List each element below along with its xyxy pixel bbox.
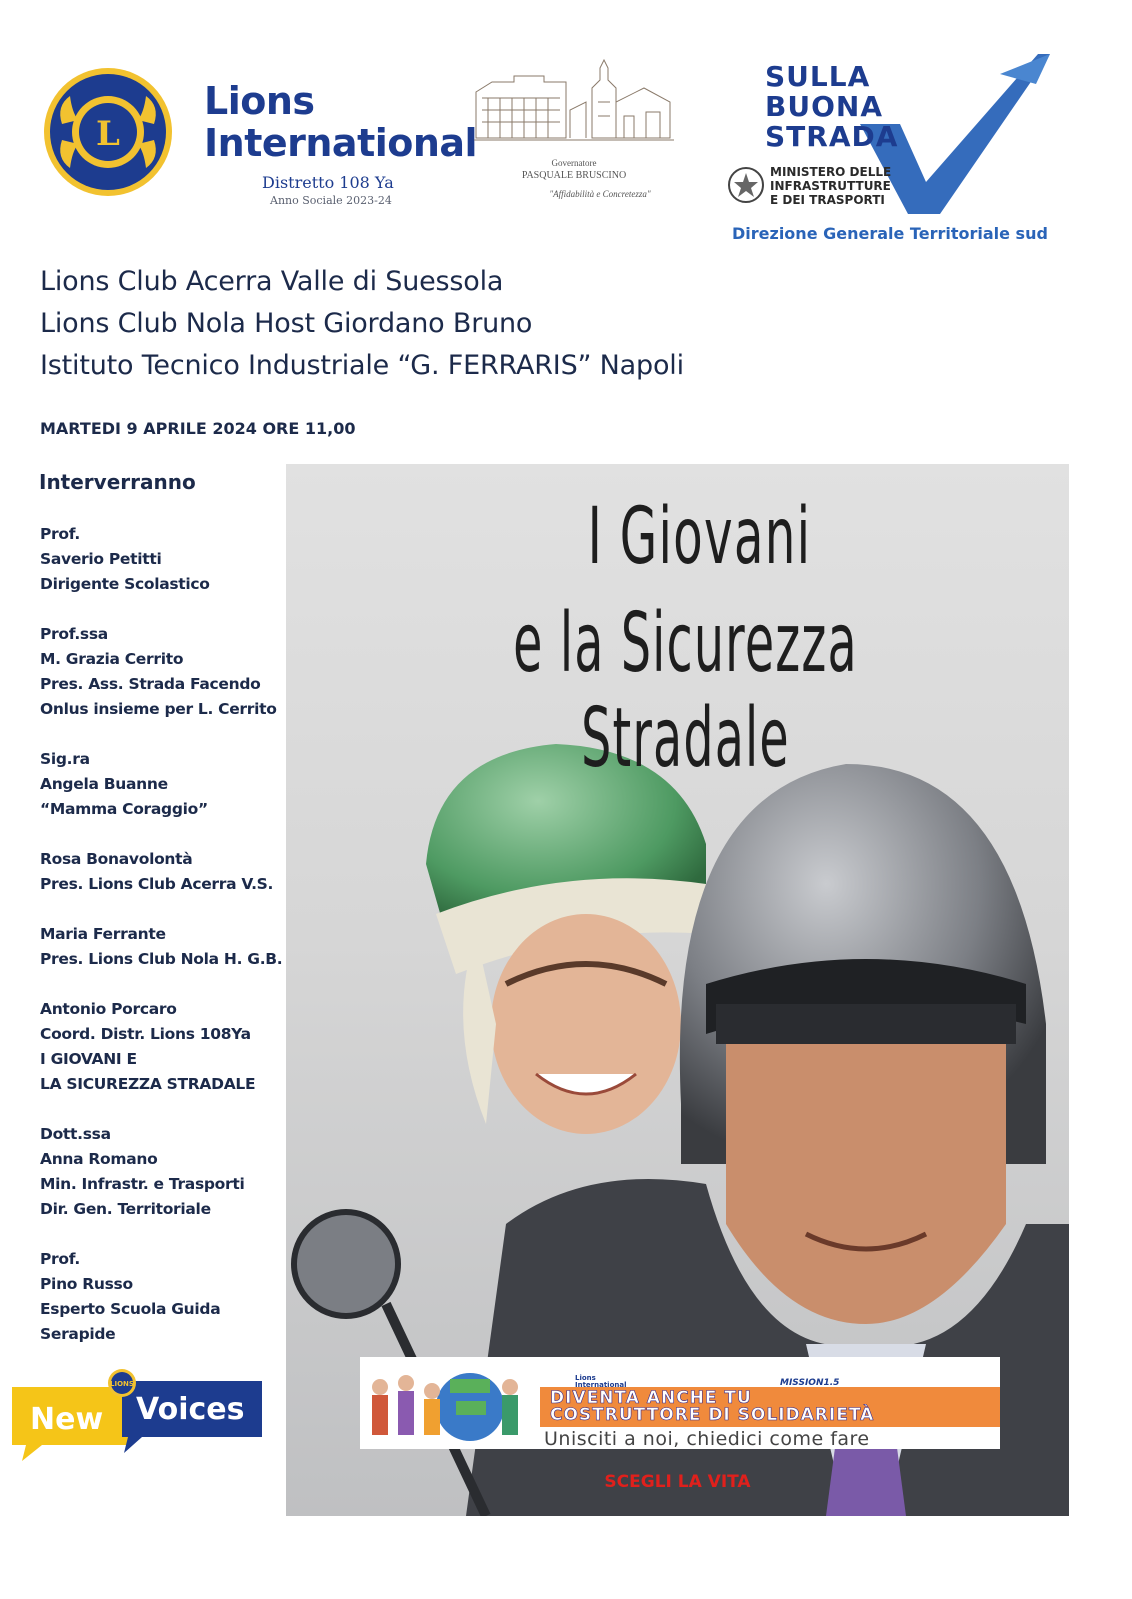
speaker-line: Serapide (40, 1325, 116, 1343)
ministry-line-3: E DEI TRASPORTI (770, 193, 885, 207)
banner-lions-word-2: International (575, 1381, 627, 1389)
speakers-title: Interverranno (39, 470, 196, 494)
poster-image (286, 464, 1069, 1516)
speaker-rosa-bonavolonta (40, 847, 285, 897)
campaign-line-2: BUONA (765, 90, 883, 123)
campaign-line-3: STRADA (765, 120, 899, 153)
governor-name: PASQUALE BRUSCINO (521, 170, 627, 181)
speaker-line: Dott.ssa (40, 1125, 111, 1143)
speaker-pino-russo (40, 1247, 285, 1347)
ministry-line-1: MINISTERO DELLE (770, 165, 892, 179)
speaker-line: Esperto Scuola Guida (40, 1300, 221, 1318)
banner-line-1: DIVENTA ANCHE TU (550, 1388, 752, 1408)
speaker-line: “Mamma Coraggio” (40, 800, 208, 818)
speaker-line: Sig.ra (40, 750, 90, 768)
new-voices-emblem-text: LIONS (110, 1380, 134, 1388)
speakers-list (40, 522, 285, 1372)
banner-mission-logo: MISSION1.5 (780, 1378, 840, 1388)
banner-line-3: Unisciti a noi, chiedici come fare (544, 1428, 870, 1450)
lions-international-emblem-icon (42, 66, 174, 198)
speaker-antonio-porcaro (40, 997, 285, 1097)
speaker-maria-ferrante (40, 922, 285, 972)
campaign-line-1: SULLA (765, 60, 871, 93)
speaker-line: Prof. (40, 525, 80, 543)
ministero-infrastrutture-logo (770, 165, 891, 207)
speaker-line: Pino Russo (40, 1275, 133, 1293)
speaker-line: Maria Ferrante (40, 925, 166, 943)
governor-motto: "Affidabilità e Concretezza" (549, 189, 651, 199)
speaker-line: Coord. Distr. Lions 108Ya (40, 1025, 251, 1043)
speaker-saverio-petitti (40, 522, 285, 597)
governor-buildings-drawing-icon (474, 58, 674, 148)
svg-text:L: L (96, 114, 120, 154)
lions-word: Lions (204, 79, 315, 123)
lions-anno-sociale: Anno Sociale 2023-24 (270, 194, 392, 207)
italian-republic-emblem-icon (727, 166, 765, 204)
speaker-line: Pres. Ass. Strada Facendo (40, 675, 261, 693)
speaker-anna-romano (40, 1122, 285, 1222)
speaker-line: Prof. (40, 1250, 80, 1268)
speaker-line: I GIOVANI E (40, 1050, 137, 1068)
international-word: International (204, 121, 478, 165)
poster-title-line-2: e la Sicurezza Stradale (513, 596, 858, 786)
speaker-angela-buanne (40, 747, 285, 822)
event-date: MARTEDI 9 APRILE 2024 ORE 11,00 (40, 419, 356, 438)
speaker-line: Angela Buanne (40, 775, 168, 793)
poster-footer-slogan: SCEGLI LA VITA (604, 1472, 751, 1492)
speaker-line: LA SICUREZZA STRADALE (40, 1075, 256, 1093)
lions-distretto: Distretto 108 Ya (262, 173, 394, 192)
speaker-line: Pres. Lions Club Acerra V.S. (40, 875, 274, 893)
banner-lions-word-1: Lions (575, 1374, 596, 1382)
new-voices-new: New (30, 1402, 104, 1437)
banner-line-2: COSTRUTTORE DI SOLIDARIETÀ (550, 1405, 875, 1425)
speaker-line: Pres. Lions Club Nola H. G.B. (40, 950, 283, 968)
speaker-line: Saverio Petitti (40, 550, 162, 568)
poster-title-line-1: I Giovani (587, 492, 812, 582)
ministry-line-2: INFRASTRUTTURE (770, 179, 891, 193)
mission-banner (360, 1357, 1000, 1449)
new-voices-logo (12, 1367, 262, 1465)
speaker-grazia-cerrito (40, 622, 285, 722)
speaker-line: Prof.ssa (40, 625, 108, 643)
organizer-lions-nola: Lions Club Nola Host Giordano Bruno (40, 308, 533, 339)
lions-international-wordmark (204, 80, 477, 164)
governor-role: Governatore (551, 158, 597, 168)
speaker-line: Anna Romano (40, 1150, 158, 1168)
organizer-itis-ferraris: Istituto Tecnico Industriale “G. FERRARIS” Napoli (40, 350, 684, 381)
organizer-lions-acerra: Lions Club Acerra Valle di Suessola (40, 266, 504, 297)
banner-lions-logo (575, 1375, 627, 1389)
speaker-line: Antonio Porcaro (40, 1000, 177, 1018)
speaker-line: Rosa Bonavolontà (40, 850, 193, 868)
new-voices-voices: Voices (136, 1392, 245, 1427)
speaker-line: Dirigente Scolastico (40, 575, 210, 593)
speaker-line: M. Grazia Cerrito (40, 650, 184, 668)
speaker-line: Onlus insieme per L. Cerrito (40, 700, 277, 718)
sulla-buona-strada-logo (765, 62, 898, 152)
speaker-line: Min. Infrastr. e Trasporti (40, 1175, 245, 1193)
solidarity-people-illustration-icon (360, 1357, 540, 1449)
speaker-line: Dir. Gen. Territoriale (40, 1200, 211, 1218)
direzione-generale-territoriale: Direzione Generale Territoriale sud (732, 224, 1048, 243)
